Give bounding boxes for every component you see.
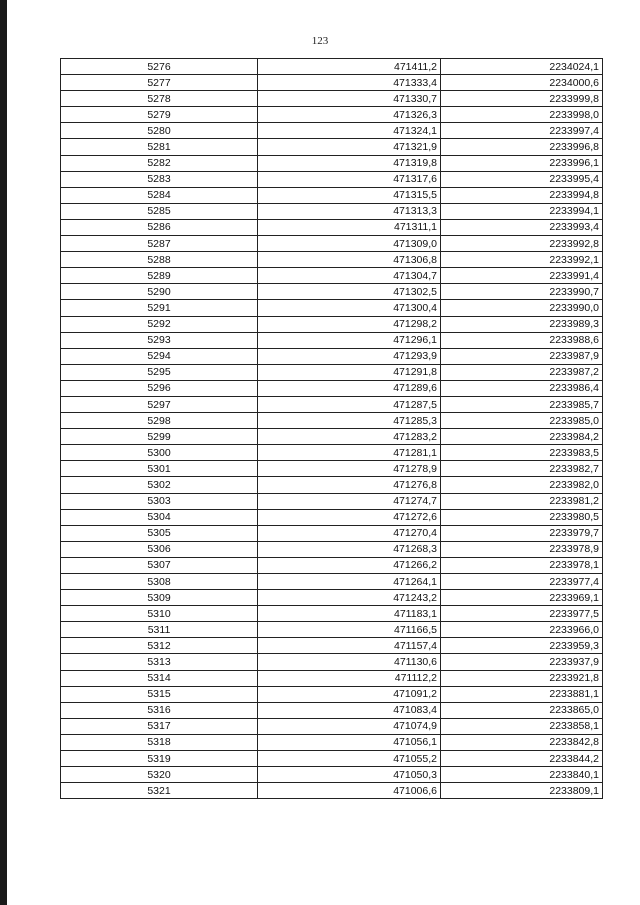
table-row	[61, 75, 603, 91]
y-coordinate-cell: 2233978,9	[441, 541, 603, 557]
point-number-cell: 5299	[61, 429, 258, 445]
point-number-cell: 5307	[61, 557, 258, 573]
x-coordinate-cell: 471112,2	[258, 670, 441, 686]
y-coordinate-cell: 2234024,1	[441, 59, 603, 75]
table-row	[61, 187, 603, 203]
x-coordinate-cell: 471055,2	[258, 751, 441, 767]
table-row	[61, 734, 603, 750]
y-coordinate-cell: 2233979,7	[441, 525, 603, 541]
x-coordinate-cell: 471130,6	[258, 654, 441, 670]
x-coordinate-cell: 471300,4	[258, 300, 441, 316]
x-coordinate-cell: 471311,1	[258, 219, 441, 235]
y-coordinate-cell: 2233997,4	[441, 123, 603, 139]
x-coordinate-cell: 471333,4	[258, 75, 441, 91]
point-number-cell: 5311	[61, 622, 258, 638]
table-row	[61, 654, 603, 670]
table-row	[61, 638, 603, 654]
point-number-cell: 5309	[61, 590, 258, 606]
y-coordinate-cell: 2233990,0	[441, 300, 603, 316]
point-number-cell: 5290	[61, 284, 258, 300]
x-coordinate-cell: 471270,4	[258, 525, 441, 541]
y-coordinate-cell: 2233987,9	[441, 348, 603, 364]
y-coordinate-cell: 2233991,4	[441, 268, 603, 284]
x-coordinate-cell: 471276,8	[258, 477, 441, 493]
point-number-cell: 5287	[61, 236, 258, 252]
point-number-cell: 5318	[61, 734, 258, 750]
table-row	[61, 525, 603, 541]
table-row	[61, 252, 603, 268]
y-coordinate-cell: 2233980,5	[441, 509, 603, 525]
point-number-cell: 5308	[61, 574, 258, 590]
table-row	[61, 767, 603, 783]
y-coordinate-cell: 2233982,0	[441, 477, 603, 493]
x-coordinate-cell: 471319,8	[258, 155, 441, 171]
point-number-cell: 5312	[61, 638, 258, 654]
point-number-cell: 5283	[61, 171, 258, 187]
point-number-cell: 5306	[61, 541, 258, 557]
y-coordinate-cell: 2233881,1	[441, 686, 603, 702]
x-coordinate-cell: 471321,9	[258, 139, 441, 155]
y-coordinate-cell: 2233865,0	[441, 702, 603, 718]
table-row	[61, 396, 603, 412]
point-number-cell: 5321	[61, 783, 258, 799]
x-coordinate-cell: 471281,1	[258, 445, 441, 461]
x-coordinate-cell: 471289,6	[258, 380, 441, 396]
point-number-cell: 5317	[61, 718, 258, 734]
table-row	[61, 783, 603, 799]
table-row	[61, 574, 603, 590]
y-coordinate-cell: 2233959,3	[441, 638, 603, 654]
point-number-cell: 5291	[61, 300, 258, 316]
table-row	[61, 541, 603, 557]
table-row	[61, 413, 603, 429]
table-row	[61, 477, 603, 493]
y-coordinate-cell: 2233987,2	[441, 364, 603, 380]
y-coordinate-cell: 2233921,8	[441, 670, 603, 686]
y-coordinate-cell: 2233994,1	[441, 203, 603, 219]
point-number-cell: 5315	[61, 686, 258, 702]
y-coordinate-cell: 2233969,1	[441, 590, 603, 606]
x-coordinate-cell: 471315,5	[258, 187, 441, 203]
y-coordinate-cell: 2233999,8	[441, 91, 603, 107]
coordinates-table	[60, 58, 603, 799]
table-row	[61, 316, 603, 332]
table-row	[61, 91, 603, 107]
y-coordinate-cell: 2233840,1	[441, 767, 603, 783]
x-coordinate-cell: 471326,3	[258, 107, 441, 123]
scan-edge-bar	[0, 0, 7, 905]
point-number-cell: 5289	[61, 268, 258, 284]
x-coordinate-cell: 471056,1	[258, 734, 441, 750]
y-coordinate-cell: 2233993,4	[441, 219, 603, 235]
point-number-cell: 5296	[61, 380, 258, 396]
y-coordinate-cell: 2233992,1	[441, 252, 603, 268]
point-number-cell: 5304	[61, 509, 258, 525]
table-row	[61, 493, 603, 509]
table-row	[61, 300, 603, 316]
y-coordinate-cell: 2233984,2	[441, 429, 603, 445]
y-coordinate-cell: 2233989,3	[441, 316, 603, 332]
table-row	[61, 445, 603, 461]
y-coordinate-cell: 2233809,1	[441, 783, 603, 799]
table-row	[61, 461, 603, 477]
table-row	[61, 219, 603, 235]
point-number-cell: 5301	[61, 461, 258, 477]
table-row	[61, 59, 603, 75]
table-row	[61, 155, 603, 171]
y-coordinate-cell: 2233983,5	[441, 445, 603, 461]
table-row	[61, 702, 603, 718]
y-coordinate-cell: 2233996,8	[441, 139, 603, 155]
point-number-cell: 5316	[61, 702, 258, 718]
point-number-cell: 5314	[61, 670, 258, 686]
table-row	[61, 123, 603, 139]
x-coordinate-cell: 471091,2	[258, 686, 441, 702]
y-coordinate-cell: 2233981,2	[441, 493, 603, 509]
x-coordinate-cell: 471157,4	[258, 638, 441, 654]
table-row	[61, 606, 603, 622]
x-coordinate-cell: 471330,7	[258, 91, 441, 107]
y-coordinate-cell: 2233966,0	[441, 622, 603, 638]
table-row	[61, 590, 603, 606]
y-coordinate-cell: 2233995,4	[441, 171, 603, 187]
x-coordinate-cell: 471243,2	[258, 590, 441, 606]
y-coordinate-cell: 2233982,7	[441, 461, 603, 477]
x-coordinate-cell: 471317,6	[258, 171, 441, 187]
point-number-cell: 5302	[61, 477, 258, 493]
x-coordinate-cell: 471278,9	[258, 461, 441, 477]
y-coordinate-cell: 2233977,4	[441, 574, 603, 590]
y-coordinate-cell: 2234000,6	[441, 75, 603, 91]
table-row	[61, 622, 603, 638]
point-number-cell: 5279	[61, 107, 258, 123]
point-number-cell: 5284	[61, 187, 258, 203]
x-coordinate-cell: 471274,7	[258, 493, 441, 509]
table-row	[61, 751, 603, 767]
point-number-cell: 5278	[61, 91, 258, 107]
table-row	[61, 348, 603, 364]
y-coordinate-cell: 2233986,4	[441, 380, 603, 396]
point-number-cell: 5293	[61, 332, 258, 348]
x-coordinate-cell: 471074,9	[258, 718, 441, 734]
x-coordinate-cell: 471283,2	[258, 429, 441, 445]
y-coordinate-cell: 2233842,8	[441, 734, 603, 750]
table-row	[61, 332, 603, 348]
point-number-cell: 5298	[61, 413, 258, 429]
y-coordinate-cell: 2233985,7	[441, 396, 603, 412]
point-number-cell: 5276	[61, 59, 258, 75]
y-coordinate-cell: 2233996,1	[441, 155, 603, 171]
x-coordinate-cell: 471411,2	[258, 59, 441, 75]
table-row	[61, 718, 603, 734]
point-number-cell: 5285	[61, 203, 258, 219]
y-coordinate-cell: 2233937,9	[441, 654, 603, 670]
table-row	[61, 557, 603, 573]
x-coordinate-cell: 471266,2	[258, 557, 441, 573]
x-coordinate-cell: 471313,3	[258, 203, 441, 219]
x-coordinate-cell: 471296,1	[258, 332, 441, 348]
x-coordinate-cell: 471304,7	[258, 268, 441, 284]
point-number-cell: 5288	[61, 252, 258, 268]
table-row	[61, 670, 603, 686]
point-number-cell: 5319	[61, 751, 258, 767]
x-coordinate-cell: 471302,5	[258, 284, 441, 300]
x-coordinate-cell: 471050,3	[258, 767, 441, 783]
table-row	[61, 429, 603, 445]
table-row	[61, 107, 603, 123]
page-number: 123	[311, 35, 329, 47]
y-coordinate-cell: 2233998,0	[441, 107, 603, 123]
x-coordinate-cell: 471272,6	[258, 509, 441, 525]
table-row	[61, 139, 603, 155]
x-coordinate-cell: 471293,9	[258, 348, 441, 364]
table-row	[61, 284, 603, 300]
x-coordinate-cell: 471291,8	[258, 364, 441, 380]
y-coordinate-cell: 2233844,2	[441, 751, 603, 767]
x-coordinate-cell: 471166,5	[258, 622, 441, 638]
point-number-cell: 5310	[61, 606, 258, 622]
y-coordinate-cell: 2233992,8	[441, 236, 603, 252]
y-coordinate-cell: 2233994,8	[441, 187, 603, 203]
y-coordinate-cell: 2233978,1	[441, 557, 603, 573]
x-coordinate-cell: 471183,1	[258, 606, 441, 622]
y-coordinate-cell: 2233990,7	[441, 284, 603, 300]
x-coordinate-cell: 471287,5	[258, 396, 441, 412]
table-row	[61, 364, 603, 380]
point-number-cell: 5277	[61, 75, 258, 91]
point-number-cell: 5281	[61, 139, 258, 155]
table-row	[61, 171, 603, 187]
y-coordinate-cell: 2233988,6	[441, 332, 603, 348]
table-row	[61, 686, 603, 702]
point-number-cell: 5292	[61, 316, 258, 332]
point-number-cell: 5282	[61, 155, 258, 171]
x-coordinate-cell: 471306,8	[258, 252, 441, 268]
x-coordinate-cell: 471083,4	[258, 702, 441, 718]
point-number-cell: 5303	[61, 493, 258, 509]
x-coordinate-cell: 471309,0	[258, 236, 441, 252]
y-coordinate-cell: 2233858,1	[441, 718, 603, 734]
y-coordinate-cell: 2233985,0	[441, 413, 603, 429]
point-number-cell: 5280	[61, 123, 258, 139]
table-row	[61, 380, 603, 396]
table-row	[61, 268, 603, 284]
x-coordinate-cell: 471298,2	[258, 316, 441, 332]
y-coordinate-cell: 2233977,5	[441, 606, 603, 622]
x-coordinate-cell: 471264,1	[258, 574, 441, 590]
table-row	[61, 509, 603, 525]
x-coordinate-cell: 471285,3	[258, 413, 441, 429]
point-number-cell: 5320	[61, 767, 258, 783]
point-number-cell: 5305	[61, 525, 258, 541]
table-row	[61, 236, 603, 252]
x-coordinate-cell: 471268,3	[258, 541, 441, 557]
coordinates-table-body	[61, 59, 603, 799]
table-row	[61, 203, 603, 219]
point-number-cell: 5295	[61, 364, 258, 380]
point-number-cell: 5313	[61, 654, 258, 670]
x-coordinate-cell: 471006,6	[258, 783, 441, 799]
x-coordinate-cell: 471324,1	[258, 123, 441, 139]
point-number-cell: 5297	[61, 396, 258, 412]
point-number-cell: 5294	[61, 348, 258, 364]
point-number-cell: 5300	[61, 445, 258, 461]
point-number-cell: 5286	[61, 219, 258, 235]
